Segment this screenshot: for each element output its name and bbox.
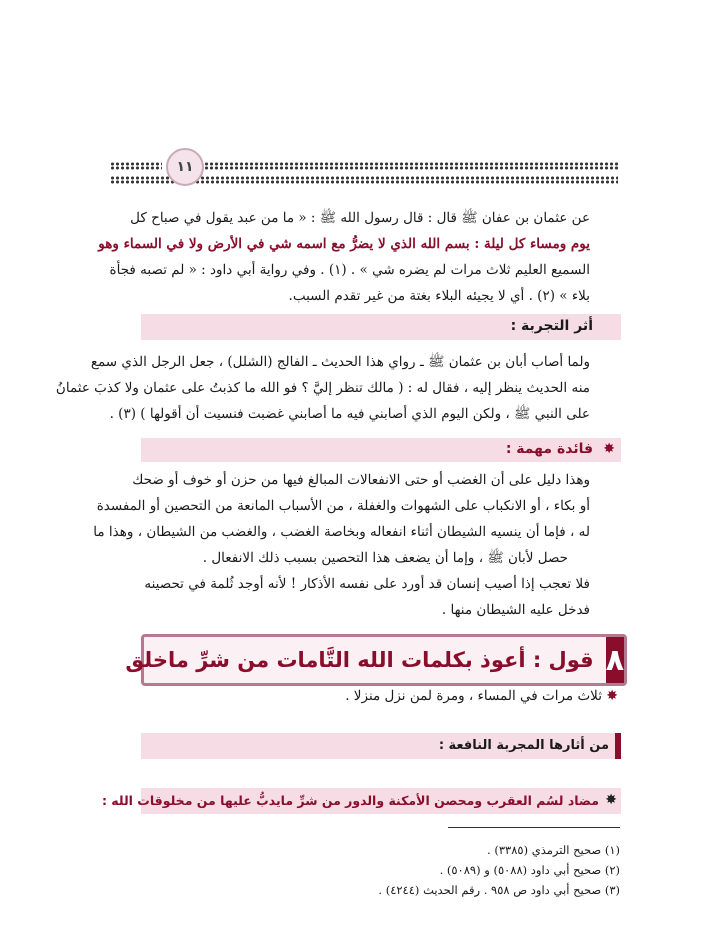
dhikr-number: ٨ bbox=[606, 637, 624, 683]
star-icon: ✸ bbox=[606, 688, 618, 704]
experience-line-1: ولما أصاب أبان بن عثمان ﷺ ـ رواي هذا الحديث ـ الفالج (الشلل) ، جعل الرجل الذي سمع bbox=[90, 354, 590, 370]
hadith-line-3: السميع العليم ثلاث مرات لم يضره شي » . (١) . وفي رواية أبي داود : « لم تصبه فجأة bbox=[109, 262, 590, 278]
experience-heading: أثر التجربة : bbox=[510, 318, 593, 334]
header-dots-left bbox=[110, 162, 162, 170]
hadith-line-2: يوم ومساء كل ليلة : بسم الله الذي لا يضرُّ مع اسمه شي في الأرض ولا في السماء وهو bbox=[98, 236, 590, 252]
benefit-line-5: فلا تعجب إذا أصيب إنسان قد أورد على نفسه الأذكار ! لأنه أوجد ثُلمة في تحصينه bbox=[144, 576, 590, 592]
star-icon: ✸ bbox=[605, 792, 617, 808]
benefit-heading: فائدة مهمة : bbox=[505, 441, 593, 457]
effects-item-bar bbox=[101, 788, 621, 814]
benefit-line-4: حصل لأبان ﷺ ، وإما أن يضعف هذا التحصين بسبب ذلك الانفعال . bbox=[202, 550, 568, 566]
benefit-line-2: أو بكاء ، أو الانكباب على الشهوات والغفلة ، من الأسباب المانعة من التحصين أو المفسدة bbox=[96, 498, 590, 514]
footnote-2: (٢) صحيح أبي داود (٥٠٨٨) و (٥٠٨٩) . bbox=[439, 863, 620, 877]
dhikr-heading-box bbox=[125, 634, 627, 686]
dhikr-title: قول : أعوذ بكلمات الله التَّامات من شرِّ ماخلق bbox=[125, 648, 594, 672]
experience-heading-bar bbox=[141, 314, 621, 340]
effects-heading-accent bbox=[615, 733, 621, 759]
page-number: ١١ bbox=[166, 148, 204, 186]
effects-item: مضاد لسُم العقرب ومحصن الأمكنة والدور من شرِّ مايدبُّ عليها من مخلوقات الله : bbox=[101, 793, 599, 808]
header-dots-right bbox=[204, 162, 618, 170]
star-icon: ✸ bbox=[603, 441, 615, 457]
benefit-line-3: له ، فإما أن ينسيه الشيطان أثناء انفعاله وبخاصة الغضب ، والغضب من الشيطان ، وهذا ما bbox=[93, 524, 590, 540]
dhikr-note-row bbox=[345, 688, 618, 704]
dhikr-note: ثلاث مرات في المساء ، ومرة لمن نزل منزلا . bbox=[345, 688, 602, 704]
experience-line-2: منه الحديث ينظر إليه ، فقال له : ( مالك تنظر إليَّ ؟ فو الله ما كذبتُ على عثمان ولا كذبَ عثمانُ bbox=[55, 380, 590, 396]
experience-line-3: على النبي ﷺ ، ولكن اليوم الذي أصابني فيه ما أصابني غضبت فنسيت أن أقولها ) (٣) . bbox=[109, 406, 590, 422]
footnote-rule bbox=[448, 827, 620, 828]
footnote-3: (٣) صحيح أبي داود ص ٩٥٨ . رقم الحديث (٤٢٤٤) . bbox=[378, 883, 620, 897]
footnote-1: (١) صحيح الترمذي (٣٣٨٥) . bbox=[487, 843, 620, 857]
benefit-line-6: فدخل عليه الشيطان منها . bbox=[441, 602, 590, 618]
benefit-line-1: وهذا دليل على أن الغضب أو حتى الانفعالات المبالغ فيها من حزن أو خوف أو ضحك bbox=[132, 472, 590, 488]
hadith-line-4: بلاء » (٢) . أي لا يجيئه البلاء بغتة من غير تقدم السبب. bbox=[288, 288, 590, 304]
effects-heading-bar bbox=[141, 733, 621, 759]
effects-heading: من أثارها المجربة النافعة : bbox=[438, 738, 609, 753]
benefit-heading-bar bbox=[141, 438, 621, 462]
hadith-line-1: عن عثمان بن عفان ﷺ قال : قال رسول الله ﷺ : « ما من عبد يقول في صباح كل bbox=[130, 210, 590, 226]
